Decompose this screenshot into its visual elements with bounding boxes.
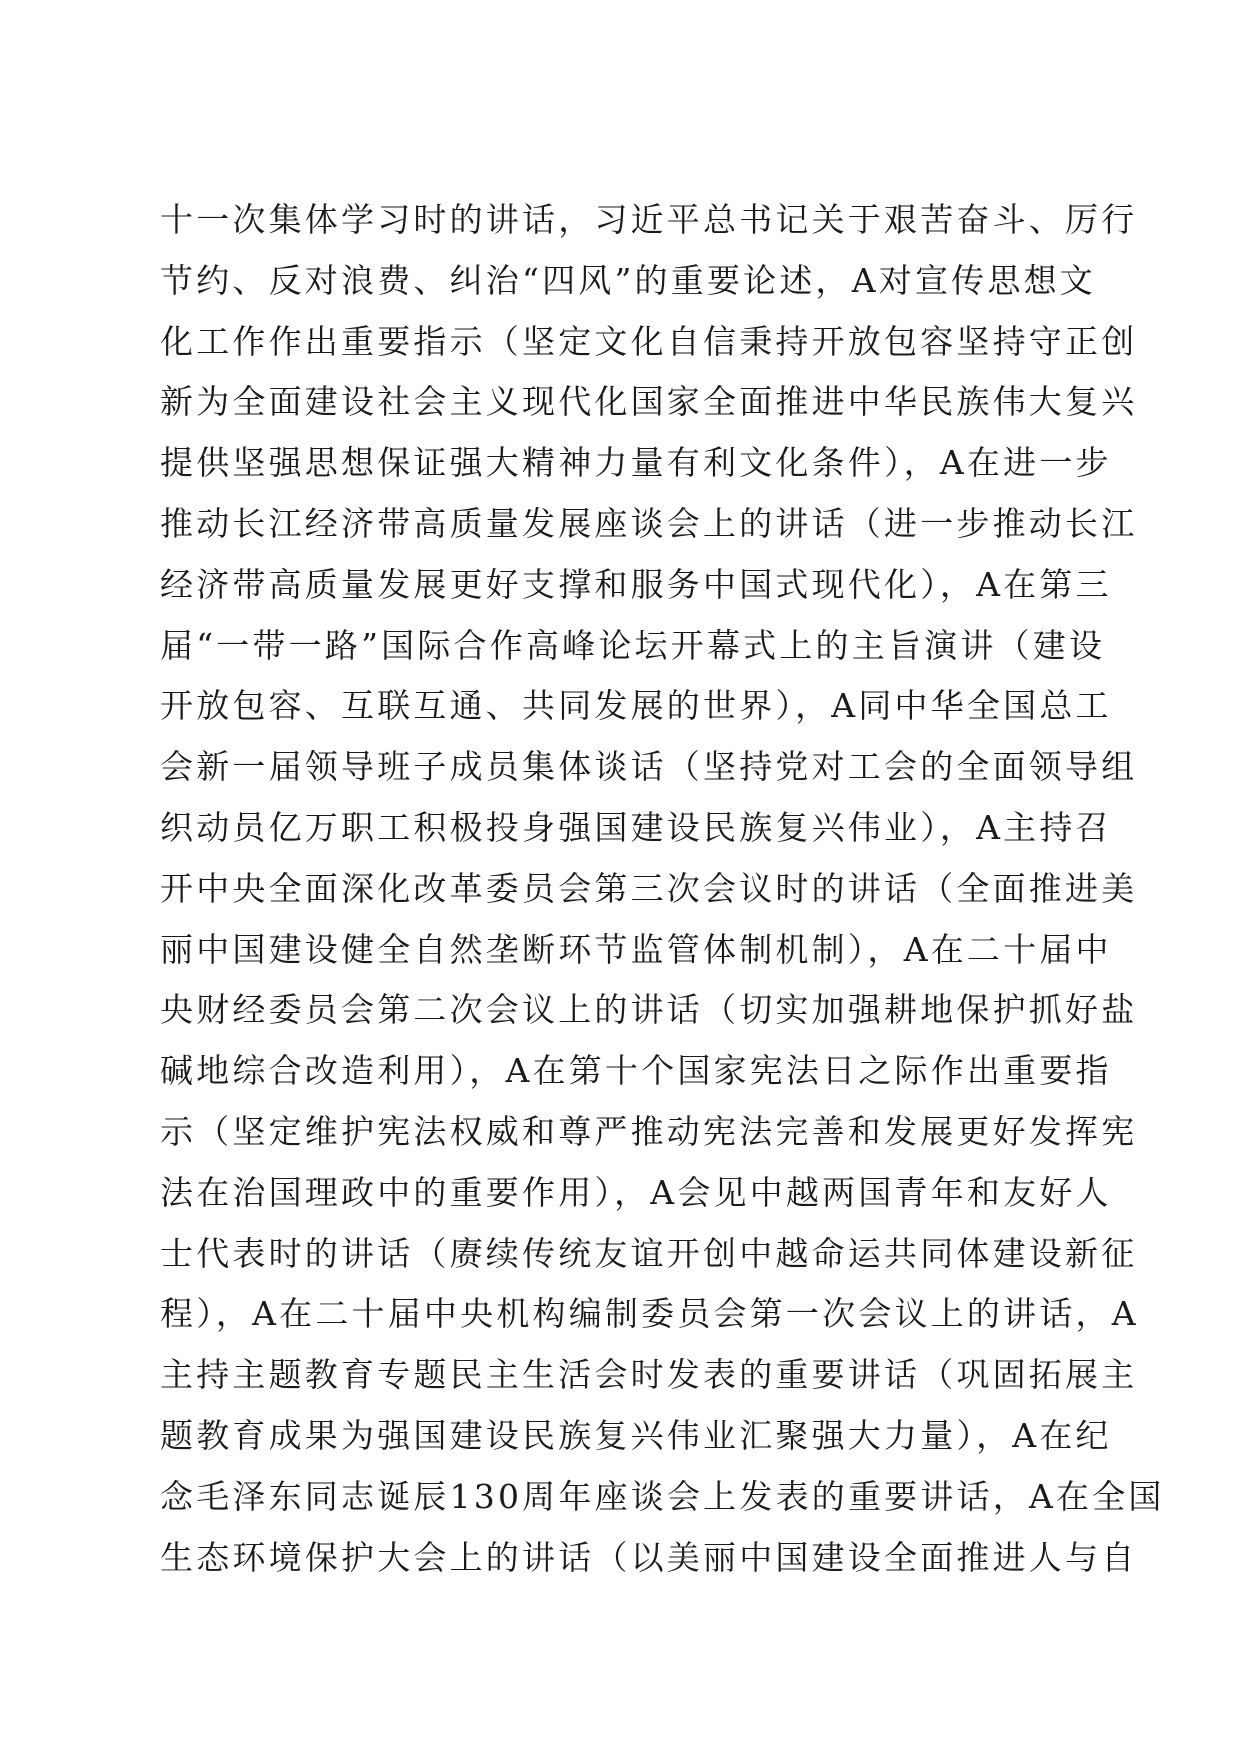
- text-line: 示（坚定维护宪法权威和尊严推动宪法完善和发展更好发挥宪: [160, 1111, 1138, 1151]
- text-line: 法在治国理政中的重要作用），A会见中越两国青年和友好人: [160, 1172, 1112, 1212]
- text-line: 主持主题教育专题民主生活会时发表的重要讲话（巩固拓展主: [160, 1355, 1138, 1395]
- text-line: 会新一届领导班子成员集体谈话（坚持党对工会的全面领导组: [160, 747, 1138, 787]
- text-line: 士代表时的讲话（赓续传统友谊开创中越命运共同体建设新征: [160, 1233, 1138, 1273]
- body-text: [160, 190, 1165, 1588]
- text-line: 经济带高质量发展更好支撑和服务中国式现代化），A在第三: [160, 564, 1112, 604]
- text-line: 届“一带一路”国际合作高峰论坛开幕式上的主旨演讲（建设: [160, 625, 1106, 665]
- text-line: 念毛泽东同志诞辰130周年座谈会上发表的重要讲话，A在全国: [160, 1476, 1165, 1516]
- text-line: 央财经委员会第二次会议上的讲话（切实加强耕地保护抓好盐: [160, 990, 1138, 1030]
- text-line: 碱地综合改造利用），A在第十个国家宪法日之际作出重要指: [160, 1051, 1112, 1091]
- text-line: 开放包容、互联互通、共同发展的世界），A同中华全国总工: [160, 686, 1112, 726]
- text-line: 丽中国建设健全自然垄断环节监管体制机制），A在二十届中: [160, 929, 1112, 969]
- text-line: 新为全面建设社会主义现代化国家全面推进中华民族伟大复兴: [160, 382, 1138, 422]
- text-line: 提供坚强思想保证强大精神力量有利文化条件），A在进一步: [160, 443, 1112, 483]
- text-line: 十一次集体学习时的讲话，习近平总书记关于艰苦奋斗、厉行: [160, 200, 1138, 239]
- text-line: 生态环境保护大会上的讲话（以美丽中国建设全面推进人与自: [160, 1537, 1138, 1577]
- text-line: 推动长江经济带高质量发展座谈会上的讲话（进一步推动长江: [160, 503, 1138, 543]
- text-line: 开中央全面深化改革委员会第三次会议时的讲话（全面推进美: [160, 868, 1138, 908]
- text-line: 织动员亿万职工积极投身强国建设民族复兴伟业），A主持召: [160, 807, 1112, 847]
- text-line: 题教育成果为强国建设民族复兴伟业汇聚强大力量），A在纪: [160, 1415, 1112, 1455]
- text-line: 化工作作出重要指示（坚定文化自信秉持开放包容坚持守正创: [160, 321, 1138, 361]
- text-line: 节约、反对浪费、纠治“四风”的重要论述，A对宣传思想文: [160, 260, 1096, 300]
- text-line: 程），A在二十届中央机构编制委员会第一次会议上的讲话，A: [160, 1294, 1139, 1334]
